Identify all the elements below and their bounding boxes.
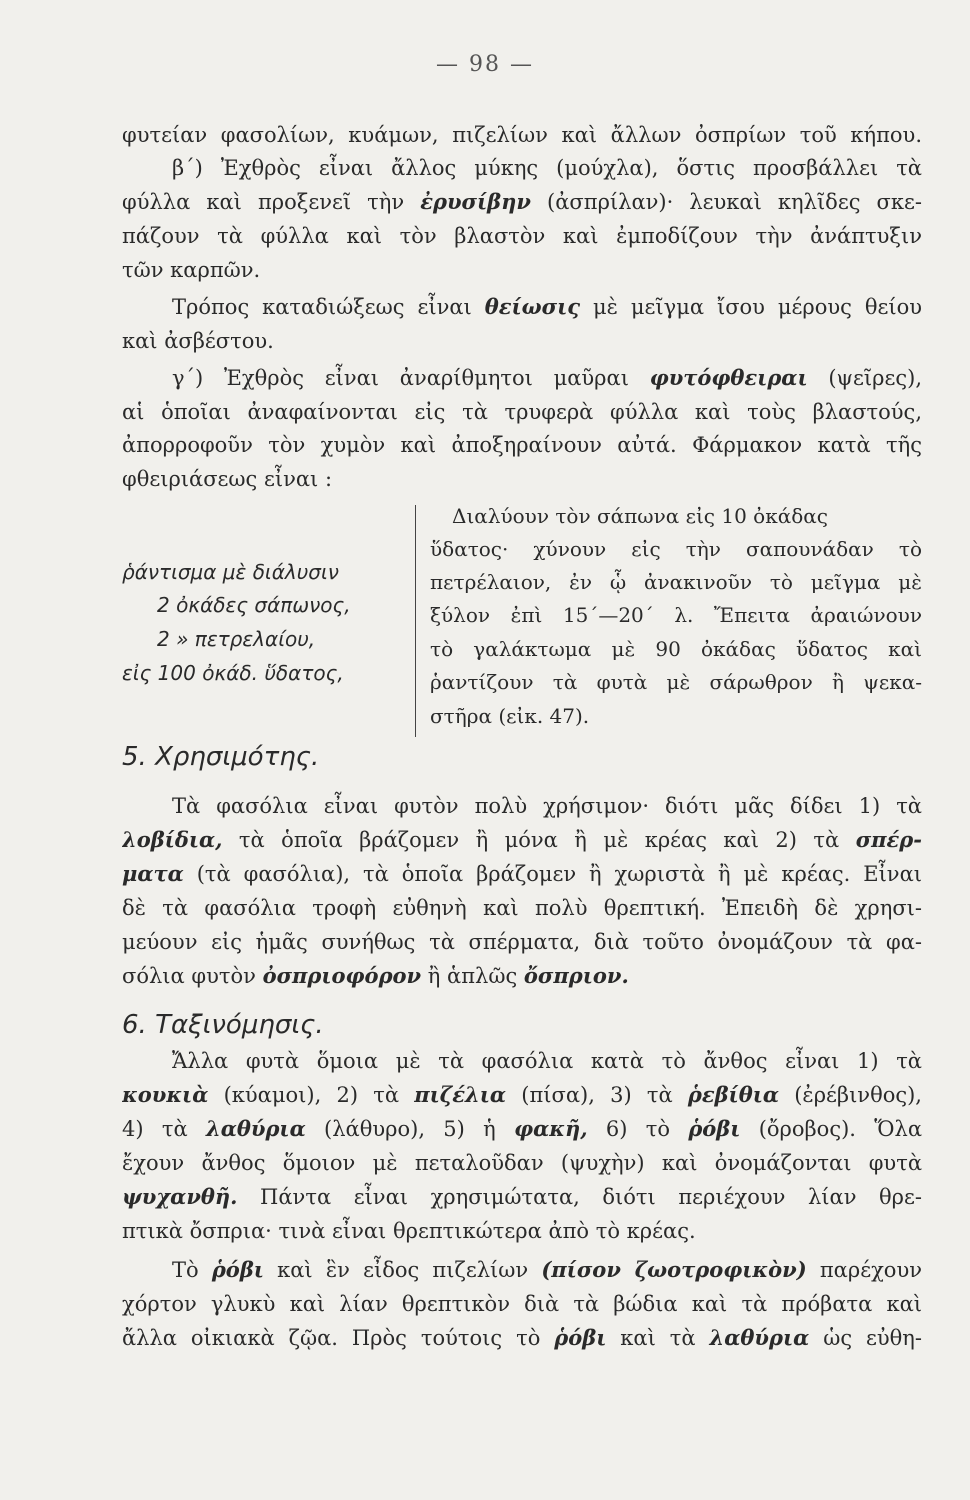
text-run: χόρτον γλυκὺ καὶ λίαν θρεπτικὸν διὰ τὰ βώδια καὶ τὰ πρόβατα καὶ — [122, 1292, 922, 1316]
text-line: φυτείαν φασολίων, κυάμων, πιζελίων καὶ ἄλλων ὀσπρίων τοῦ κήπου. — [122, 123, 922, 147]
text-line — [122, 891, 922, 925]
text-run: Πάντα εἶναι χρησιμώτατα, διότι περιέχουν λίαν θρε- — [237, 1185, 922, 1209]
keyword: ψυχανθῆ. — [122, 1184, 238, 1209]
text-line — [122, 1112, 922, 1146]
text-run: (πίσα), 3) τὰ — [506, 1083, 688, 1107]
recipe-line: ῥάντισμα μὲ διάλυσιν — [122, 560, 339, 584]
text-run: Τὸ — [172, 1258, 212, 1282]
recipe-instruction: ξύλον ἐπὶ 15΄—20΄ λ. Ἔπειτα ἀραιώνουν — [430, 603, 922, 627]
text-line — [172, 789, 922, 823]
text-line: αἱ ὁποῖαι ἀναφαίνονται εἰς τὰ τρυφερὰ φύλλα καὶ τοὺς βλαστούς, — [122, 400, 922, 424]
text-line: τῶν καρπῶν. — [122, 258, 261, 282]
text-run: καὶ ἓν εἶδος πιζελίων — [263, 1258, 542, 1282]
text-run: ὡς εὐθη- — [809, 1326, 922, 1350]
text-run: ἄλλα οἰκιακὰ ζῷα. Πρὸς τούτοις τὸ — [122, 1326, 555, 1350]
text-run: ἔχουν ἄνθος ὅμοιον μὲ πεταλοῦδαν (ψυχὴν) καὶ ὀνομάζονται φυτὰ — [122, 1151, 922, 1175]
text-run: σόλια φυτὸν — [122, 964, 263, 988]
recipe-instruction: τὸ γαλάκτωμα μὲ 90 ὀκάδας ὕδατος καὶ — [430, 637, 922, 661]
text-run: μεύουν εἰς ἡμᾶς συνήθως τὰ σπέρματα, διὰ τοῦτο ὀνομάζουν τὰ φα- — [122, 930, 922, 954]
keyword: λοβίδια, — [122, 827, 223, 852]
text-line — [122, 823, 922, 857]
text-line — [122, 1287, 922, 1321]
keyword: πιζέλια — [414, 1082, 507, 1107]
keyword: φακῆ, — [514, 1116, 588, 1141]
text-line — [172, 1044, 922, 1078]
keyword: ῥεβίθια — [687, 1082, 780, 1107]
text-line: καὶ ἀσβέστου. — [122, 329, 274, 353]
text-line: ἀπορροφοῦν τὸν χυμὸν καὶ ἀποξηραίνουν αὐτά. Φάρμακον κατὰ τῆς — [122, 433, 922, 457]
keyword: ῥόβι — [688, 1116, 741, 1141]
text-line: φύλλα καὶ προξενεῖ τὴν ἐρυσίβην (ἀσπρίλαν)· λευκαὶ κηλῖδες σκε- — [122, 189, 922, 214]
recipe-instruction: πετρέλαιον, ἐν ᾧ ἀνακινοῦν τὸ μεῖγμα μὲ — [430, 570, 922, 594]
text-line — [122, 1078, 922, 1112]
text-run: δὲ τὰ φασόλια τροφὴ εὐθηνὴ καὶ πολὺ θρεπτική. Ἐπειδὴ δὲ χρησι- — [122, 896, 922, 920]
text-line: Τρόπος καταδιώξεως εἶναι θείωσις μὲ μεῖγμα ἴσου μέρους θείου — [172, 294, 922, 319]
text-line — [122, 1146, 922, 1180]
keyword: ῥόβι — [211, 1257, 264, 1282]
text-run: παρέχουν — [806, 1258, 922, 1282]
recipe-instruction: ὕδατος· χύνουν εἰς τὴν σαπουνάδαν τὸ — [430, 537, 922, 561]
recipe-line: 2 ὀκάδες σάπωνος, — [157, 593, 351, 617]
recipe-instruction: Διαλύουν τὸν σάπωνα εἰς 10 ὀκάδας — [452, 504, 828, 528]
text-line — [122, 1214, 922, 1248]
keyword: θείωσις — [484, 294, 581, 319]
recipe-line: εἰς 100 ὀκάδ. ὕδατος, — [122, 661, 344, 685]
keyword: σπέρ- — [855, 827, 922, 852]
column-divider — [415, 505, 416, 737]
text-run: (λάθυρο), 5) ἡ — [305, 1117, 515, 1141]
text-line — [122, 959, 922, 993]
keyword: λαθύρια — [709, 1325, 810, 1350]
section-heading: 6. Ταξινόμησις. — [122, 1010, 324, 1040]
section-heading: 5. Χρησιμότης. — [122, 742, 320, 772]
recipe-instruction: στῆρα (εἰκ. 47). — [430, 704, 590, 728]
text-line — [172, 1253, 922, 1287]
text-line: β΄) Ἐχθρὸς εἶναι ἄλλος μύκης (μούχλα), ὅστις προσβάλλει τὰ — [172, 156, 922, 180]
text-line — [122, 1180, 922, 1214]
text-run: Ἄλλα φυτὰ ὅμοια μὲ τὰ φασόλια κατὰ τὸ ἄνθος εἶναι 1) τὰ — [172, 1049, 922, 1073]
text-run: Τὰ φασόλια εἶναι φυτὸν πολὺ χρήσιμον· διότι μᾶς δίδει 1) τὰ — [172, 794, 922, 818]
text-line: φθειριάσεως εἶναι : — [122, 467, 333, 491]
text-line: πάζουν τὰ φύλλα καὶ τὸν βλαστὸν καὶ ἐμποδίζουν τὴν ἀνάπτυξιν — [122, 224, 922, 248]
text-run: 6) τὸ — [587, 1117, 689, 1141]
text-line: γ΄) Ἐχθρὸς εἶναι ἀναρίθμητοι μαῦραι φυτόφθειραι (ψεῖρες), — [172, 365, 922, 390]
keyword: (πίσον ζωοτροφικὸν) — [541, 1257, 807, 1282]
keyword: φυτόφθειραι — [649, 365, 808, 390]
text-run: (ἐρέβινθος), — [779, 1083, 922, 1107]
text-line — [122, 925, 922, 959]
text-line — [122, 857, 922, 891]
keyword: ῥόβι — [554, 1325, 607, 1350]
page-number: — 98 — — [436, 52, 534, 77]
keyword: κουκιὰ — [122, 1082, 209, 1107]
text-run: πτικὰ ὄσπρια· τινὰ εἶναι θρεπτικώτερα ἀπὸ τὸ κρέας. — [122, 1219, 696, 1243]
text-run: (ὄροβος). Ὅλα — [740, 1117, 922, 1141]
recipe-instruction: ῥαντίζουν τὰ φυτὰ μὲ σάρωθρον ἢ ψεκα- — [430, 670, 922, 694]
text-run: (κύαμοι), 2) τὰ — [208, 1083, 415, 1107]
keyword: ὄσπριον. — [523, 963, 629, 988]
keyword: λαθύρια — [205, 1116, 306, 1141]
keyword: ματα — [122, 861, 184, 886]
text-run: (τὰ φασόλια), τὰ ὁποῖα βράζομεν ἢ χωριστὰ ἢ μὲ κρέας. Εἶναι — [183, 862, 922, 886]
text-run: τὰ ὁποῖα βράζομεν ἢ μόνα ἢ μὲ κρέας καὶ 2) τὰ — [222, 828, 856, 852]
text-run: καὶ τὰ — [606, 1326, 710, 1350]
recipe-line: 2 » πετρελαίου, — [157, 627, 316, 651]
text-line — [122, 1321, 922, 1355]
keyword: ὀσπριοφόρον — [262, 963, 422, 988]
text-run: 4) τὰ — [122, 1117, 206, 1141]
keyword: ἐρυσίβην — [420, 189, 531, 214]
text-run: ἢ ἁπλῶς — [421, 964, 524, 988]
